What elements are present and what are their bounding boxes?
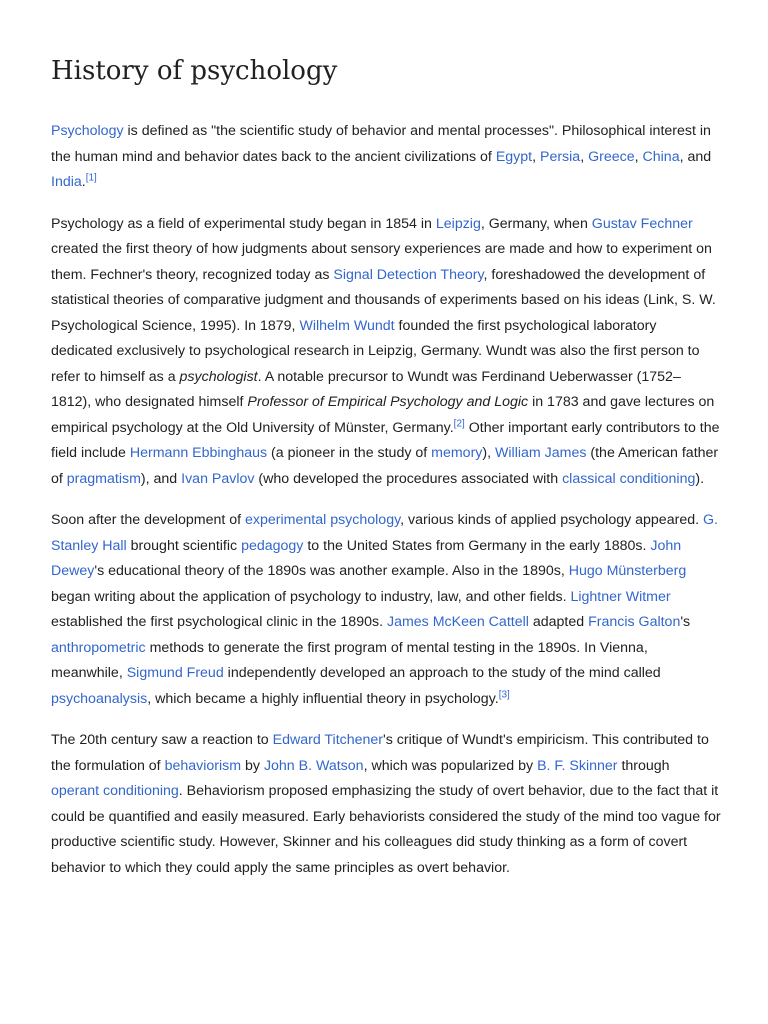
reference-link-3[interactable]: [3]	[498, 688, 510, 700]
text: adapted	[528, 614, 589, 630]
text: , various kinds of applied psychology appeared.	[400, 512, 703, 528]
text: (a pioneer in the study of	[267, 445, 432, 461]
text: (who developed the procedures associated with	[254, 470, 563, 487]
text: in 1783 and gave lectures on empirical psychology at the Old University of Münster, Germany.	[51, 394, 715, 436]
reference-link-1[interactable]: [1]	[85, 172, 97, 184]
link-hermann-ebbinghaus[interactable]: Hermann Ebbinghaus	[129, 445, 268, 461]
text: . A notable precursor to Wundt was Ferdinand Ueberwasser (1752–1812), who designated himself	[51, 368, 681, 410]
link-ivan-pavlov[interactable]: Ivan Pavlov	[181, 470, 255, 487]
text: (the American father of	[51, 445, 719, 487]
link-india[interactable]: India	[51, 174, 82, 190]
link-anthropometric[interactable]: anthropometric	[51, 639, 146, 656]
text: to the United States from Germany in the early 1880s.	[303, 537, 651, 554]
link-sigmund-freud[interactable]: Sigmund Freud	[126, 665, 224, 681]
link-china[interactable]: China	[642, 148, 680, 165]
link-greece[interactable]: Greece	[588, 148, 635, 165]
link-g-stanley-hall[interactable]: G. Stanley Hall	[51, 512, 718, 554]
text: , Germany, when	[480, 215, 592, 232]
link-wilhelm-wundt[interactable]: Wilhelm Wundt	[299, 317, 395, 334]
link-memory[interactable]: memory	[431, 445, 483, 461]
text: . Behaviorism proposed emphasizing the study of overt behavior, due to the fact that it could be quantified and easily measured. Early behaviorists considered the study of the mind too vague for productive scientific study. However, Skinner and his colleagues did study thinking as a form of covert behavior to which they could apply the same principles as overt behavior.	[51, 783, 721, 876]
text: ),	[482, 445, 496, 461]
text: ).	[695, 470, 705, 487]
article-body	[51, 119, 721, 897]
text: 's	[680, 614, 691, 630]
text: ,	[580, 148, 589, 165]
link-signal-detection-theory[interactable]: Signal Detection Theory	[333, 266, 484, 283]
paragraph-1	[51, 119, 721, 196]
reference-link-2[interactable]: [2]	[453, 417, 465, 429]
text: ), and	[140, 470, 182, 487]
link-edward-titchener[interactable]: Edward Titchener	[272, 732, 384, 748]
text: is defined as "the scientific study of behavior and mental processes". Philosophical interest in the human mind and behavior dates back to the ancient civilizations of	[51, 123, 711, 165]
text: independently developed an approach to the study of the mind called	[223, 665, 661, 681]
text: created the first theory of how judgments about sensory experiences are made and how to experiment on them. Fechner's theory, recognized today as	[51, 241, 712, 283]
link-pragmatism[interactable]: pragmatism	[66, 470, 141, 487]
link-john-dewey[interactable]: John Dewey	[51, 537, 682, 579]
link-francis-galton[interactable]: Francis Galton	[588, 614, 681, 630]
text: Soon after the development of	[51, 512, 246, 528]
text: Psychology as a field of experimental study began in 1854 in	[51, 215, 436, 232]
link-james-mckeen-cattell[interactable]: James McKeen Cattell	[386, 614, 529, 630]
paragraph-2	[51, 212, 721, 493]
text: The 20th century saw a reaction to	[51, 732, 273, 748]
link-psychoanalysis[interactable]: psychoanalysis	[51, 690, 148, 707]
text: 's critique of Wundt's empiricism. This contributed to the formulation of	[51, 732, 709, 774]
link-classical-conditioning[interactable]: classical conditioning	[562, 470, 696, 487]
text: .	[81, 174, 86, 190]
link-gustav-fechner[interactable]: Gustav Fechner	[591, 215, 693, 232]
reference-3	[499, 689, 510, 700]
link-hugo-munsterberg[interactable]: Hugo Münsterberg	[568, 563, 687, 579]
link-psychology[interactable]: Psychology	[51, 123, 124, 139]
text: brought scientific	[126, 537, 242, 554]
link-persia[interactable]: Persia	[539, 148, 581, 165]
link-operant-conditioning[interactable]: operant conditioning	[51, 783, 179, 799]
text: , foreshadowed the development of statistical theories of comparative judgment and thousands of experiments based on his ideas (Link, S. W. Psychological Science, 1995). In 1879,	[51, 266, 716, 334]
link-egypt[interactable]: Egypt	[495, 148, 533, 165]
link-b-f-skinner[interactable]: B. F. Skinner	[537, 757, 618, 774]
paragraph-3	[51, 508, 721, 712]
text: through	[617, 757, 670, 774]
emphasis-professor-title: Professor of Empirical Psychology and Logic	[247, 394, 529, 410]
link-william-james[interactable]: William James	[495, 445, 587, 461]
link-experimental-psychology[interactable]: experimental psychology	[245, 512, 401, 528]
text: established the first psychological clinic in the 1890s.	[51, 614, 387, 630]
reference-2	[454, 418, 465, 429]
text: Other important early contributors to the field include	[51, 419, 720, 461]
text: began writing about the application of psychology to industry, law, and other fields.	[51, 588, 571, 605]
text: methods to generate the first program of mental testing in the 1890s. In Vienna, meanwhile,	[51, 639, 648, 681]
link-behaviorism[interactable]: behaviorism	[164, 757, 242, 774]
link-leipzig[interactable]: Leipzig	[435, 215, 481, 232]
text: by	[241, 757, 264, 774]
link-pedagogy[interactable]: pedagogy	[241, 537, 304, 554]
text: founded the first psychological laboratory dedicated exclusively to psychological research in Leipzig, Germany. Wundt was also the first person to refer to himself as a	[51, 317, 700, 385]
link-lightner-witmer[interactable]: Lightner Witmer	[570, 588, 671, 605]
page-title: History of psychology	[51, 56, 338, 86]
text: , and	[679, 148, 712, 165]
reference-1	[86, 172, 97, 183]
text: ,	[634, 148, 643, 165]
text: 's educational theory of the 1890s was another example. Also in the 1890s,	[94, 563, 569, 579]
link-john-b-watson[interactable]: John B. Watson	[263, 757, 364, 774]
text: ,	[532, 148, 540, 165]
paragraph-4	[51, 728, 721, 881]
emphasis-psychologist: psychologist	[179, 368, 258, 385]
text: , which was popularized by	[363, 757, 538, 774]
text: , which became a highly influential theory in psychology.	[147, 690, 499, 707]
